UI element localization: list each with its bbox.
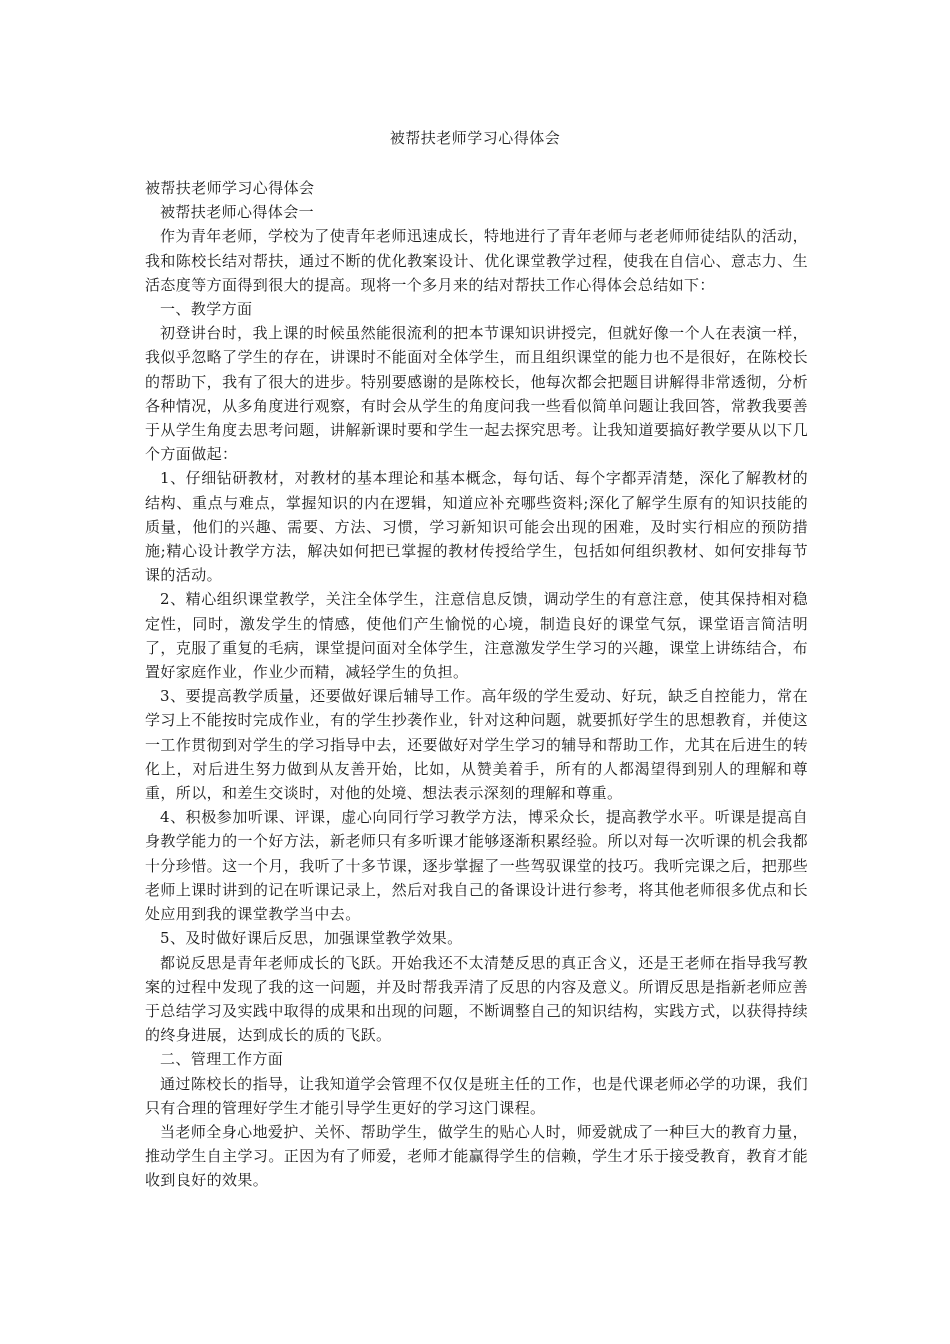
list-item-paragraph: 3、要提高教学质量，还要做好课后辅导工作。高年级的学生爱动、好玩，缺乏自控能力，常在学习上不能按时完成作业，有的学生抄袭作业，针对这种问题，就要抓好学生的思想教育，并使这一工作贯彻到对学生的学习指导中去，还要做好对学生学习的辅导和帮助工作，尤其在后进生的转化上，对后进生努力做到从友善开始，比如，从赞美着手，所有的人都渴望得到别人的理解和尊重，所以，和差生交谈时，对他的处境、想法表示深刻的理解和尊重。 [145, 687, 808, 803]
list-item-paragraph: 5、及时做好课后反思，加强课堂教学效果。 [160, 929, 463, 948]
body-paragraph: 当老师全身心地爱护、关怀、帮助学生，做学生的贴心人时，师爱就成了一种巨大的教育力量，推动学生自主学习。正因为有了师爱，老师才能赢得学生的信赖，学生才乐于接受教育，教育才能收到良好的效果。 [145, 1122, 808, 1190]
document-body [145, 176, 808, 1193]
section-subtitle: 被帮扶老师心得体会一 [160, 203, 315, 222]
body-heading: 被帮扶老师学习心得体会 [145, 179, 315, 197]
body-paragraph: 初登讲台时，我上课的时候虽然能很流利的把本节课知识讲授完，但就好像一个人在表演一样，我似乎忽略了学生的存在，讲课时不能面对全体学生，而且组织课堂的能力也不是很好，在陈校长的帮助下，我有了很大的进步。特别要感谢的是陈校长，他每次都会把题目讲解得非常透彻，分析各种情况，从多角度进行观察，有时会从学生的角度问我一些看似简单问题让我回答，常教我要善于从学生角度去思考问题，讲解新课时要和学生一起去探究思考。让我知道要搞好教学要从以下几个方面做起： [145, 324, 808, 464]
section-heading: 一、教学方面 [160, 300, 253, 319]
body-paragraph: 作为青年老师，学校为了使青年老师迅速成长，特地进行了青年老师与老老师师徒结队的活动，我和陈校长结对帮扶，通过不断的优化教案设计、优化课堂教学过程，使我在自信心、意志力、生活态度等方面得到很大的提高。现将一个多月来的结对帮扶工作心得体会总结如下： [145, 227, 808, 294]
list-item-paragraph: 1、仔细钻研教材，对教材的基本理论和基本概念，每句话、每个字都弄清楚，深化了解教材的结构、重点与难点，掌握知识的内在逻辑，知道应补充哪些资料;深化了解学生原有的知识技能的质量，他们的兴趣、需要、方法、习惯，学习新知识可能会出现的困难，及时实行相应的预防措施;精心设计教学方法，解决如何把已掌握的教材传授给学生，包括如何组织教材、如何安排每节课的活动。 [145, 469, 808, 585]
list-item-paragraph: 4、积极参加听课、评课，虚心向同行学习教学方法，博采众长，提高教学水平。听课是提高自身教学能力的一个好方法，新老师只有多听课才能够逐渐积累经验。所以对每一次听课的机会我都十分珍惜。这一个月，我听了十多节课，逐步掌握了一些驾驭课堂的技巧。我听完课之后，把那些老师上课时讲到的记在听课记录上，然后对我自己的备课设计进行参考，将其他老师很多优点和长处应用到我的课堂教学当中去。 [145, 808, 808, 924]
document-title: 被帮扶老师学习心得体会 [389, 129, 561, 147]
body-paragraph: 通过陈校长的指导，让我知道学会管理不仅仅是班主任的工作，也是代课老师必学的功课，我们只有合理的管理好学生才能引导学生更好的学习这门课程。 [145, 1074, 808, 1117]
section-heading: 二、管理工作方面 [160, 1050, 284, 1069]
body-paragraph: 都说反思是青年老师成长的飞跃。开始我还不太清楚反思的真正含义，还是王老师在指导我写教案的过程中发现了我的这一问题，并及时帮我弄清了反思的内容及意义。所谓反思是指新老师应善于总结学习及实践中取得的成果和出现的问题，不断调整自己的知识结构，实践方式，以获得持续的终身进展，达到成长的质的飞跃。 [145, 953, 808, 1045]
list-item-paragraph: 2、精心组织课堂教学，关注全体学生，注意信息反馈，调动学生的有意注意，使其保持相对稳定性，同时，激发学生的情感，使他们产生愉悦的心境，制造良好的课堂气氛，课堂语言简洁明了，克服了重复的毛病，课堂提问面对全体学生，注意激发学生学习的兴趣，课堂上讲练结合，布置好家庭作业，作业少而精，减轻学生的负担。 [145, 590, 808, 682]
